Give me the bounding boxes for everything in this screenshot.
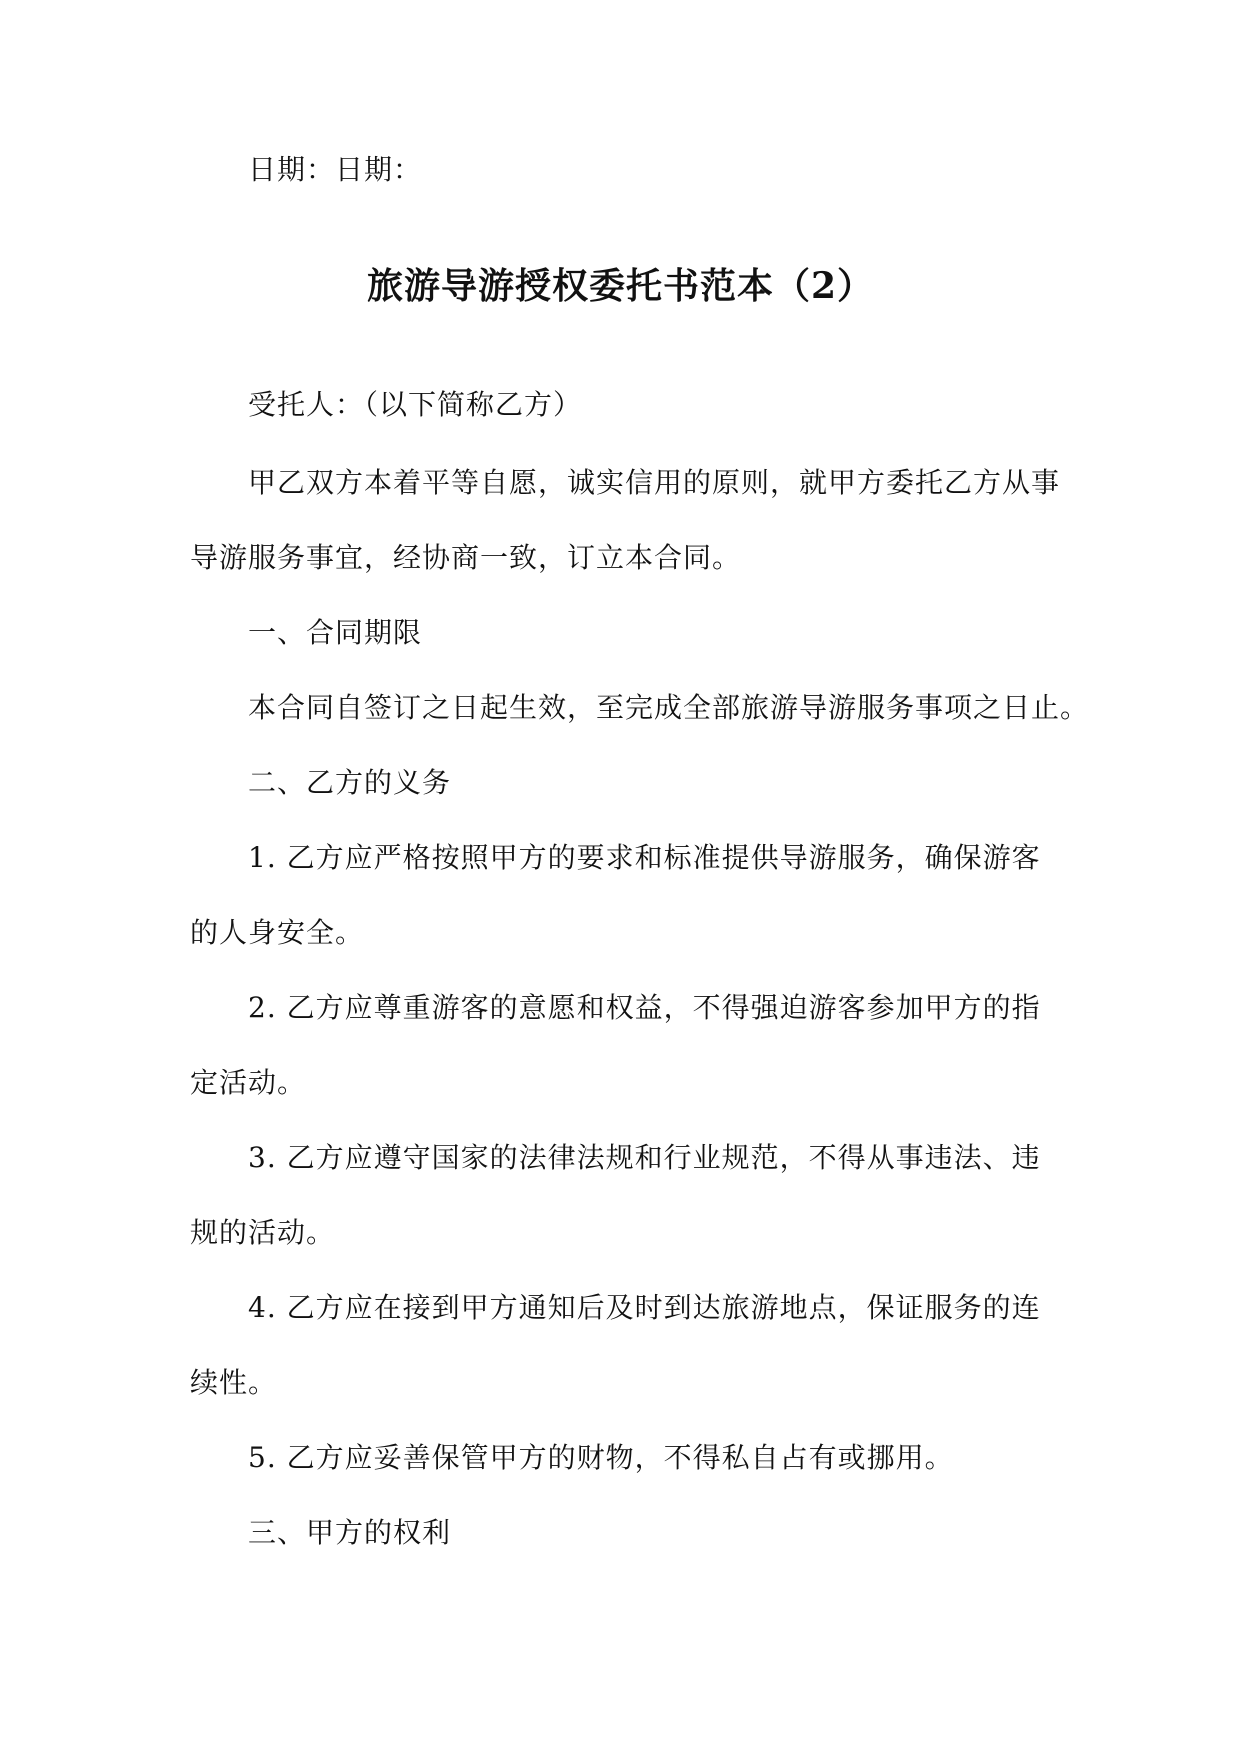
section-body-term: 本合同自签订之日起生效，至完成全部旅游导游服务事项之日止。 [248,691,1090,724]
trustee-line: 受托人：（以下简称乙方） [248,388,583,421]
list-item-5: 5. 乙方应妥善保管甲方的财物，不得私自占有或挪用。 [248,1441,954,1474]
intro-paragraph-line-2: 导游服务事宜，经协商一致，订立本合同。 [190,541,742,574]
section-heading-obligations: 二、乙方的义务 [248,766,452,799]
list-item-2-line-2: 定活动。 [190,1066,307,1099]
list-item-1-line-2: 的人身安全。 [190,916,365,949]
section-heading-rights: 三、甲方的权利 [248,1516,452,1549]
list-item-3-line-2: 规的活动。 [190,1216,336,1249]
list-item-3-line-1: 3. 乙方应遵守国家的法律法规和行业规范，不得从事违法、违 [248,1141,1041,1174]
date-line: 日期：日期： [248,153,423,186]
list-item-4-line-2: 续性。 [190,1366,278,1399]
list-item-4-line-1: 4. 乙方应在接到甲方通知后及时到达旅游地点，保证服务的连 [248,1291,1041,1324]
section-heading-term: 一、合同期限 [248,616,423,649]
list-item-1-line-1: 1. 乙方应严格按照甲方的要求和标准提供导游服务，确保游客 [248,841,1041,874]
intro-paragraph-line-1: 甲乙双方本着平等自愿，诚实信用的原则，就甲方委托乙方从事 [248,466,1061,499]
page-title: 旅游导游授权委托书范本（2） [366,265,875,307]
list-item-2-line-1: 2. 乙方应尊重游客的意愿和权益，不得强迫游客参加甲方的指 [248,991,1041,1024]
